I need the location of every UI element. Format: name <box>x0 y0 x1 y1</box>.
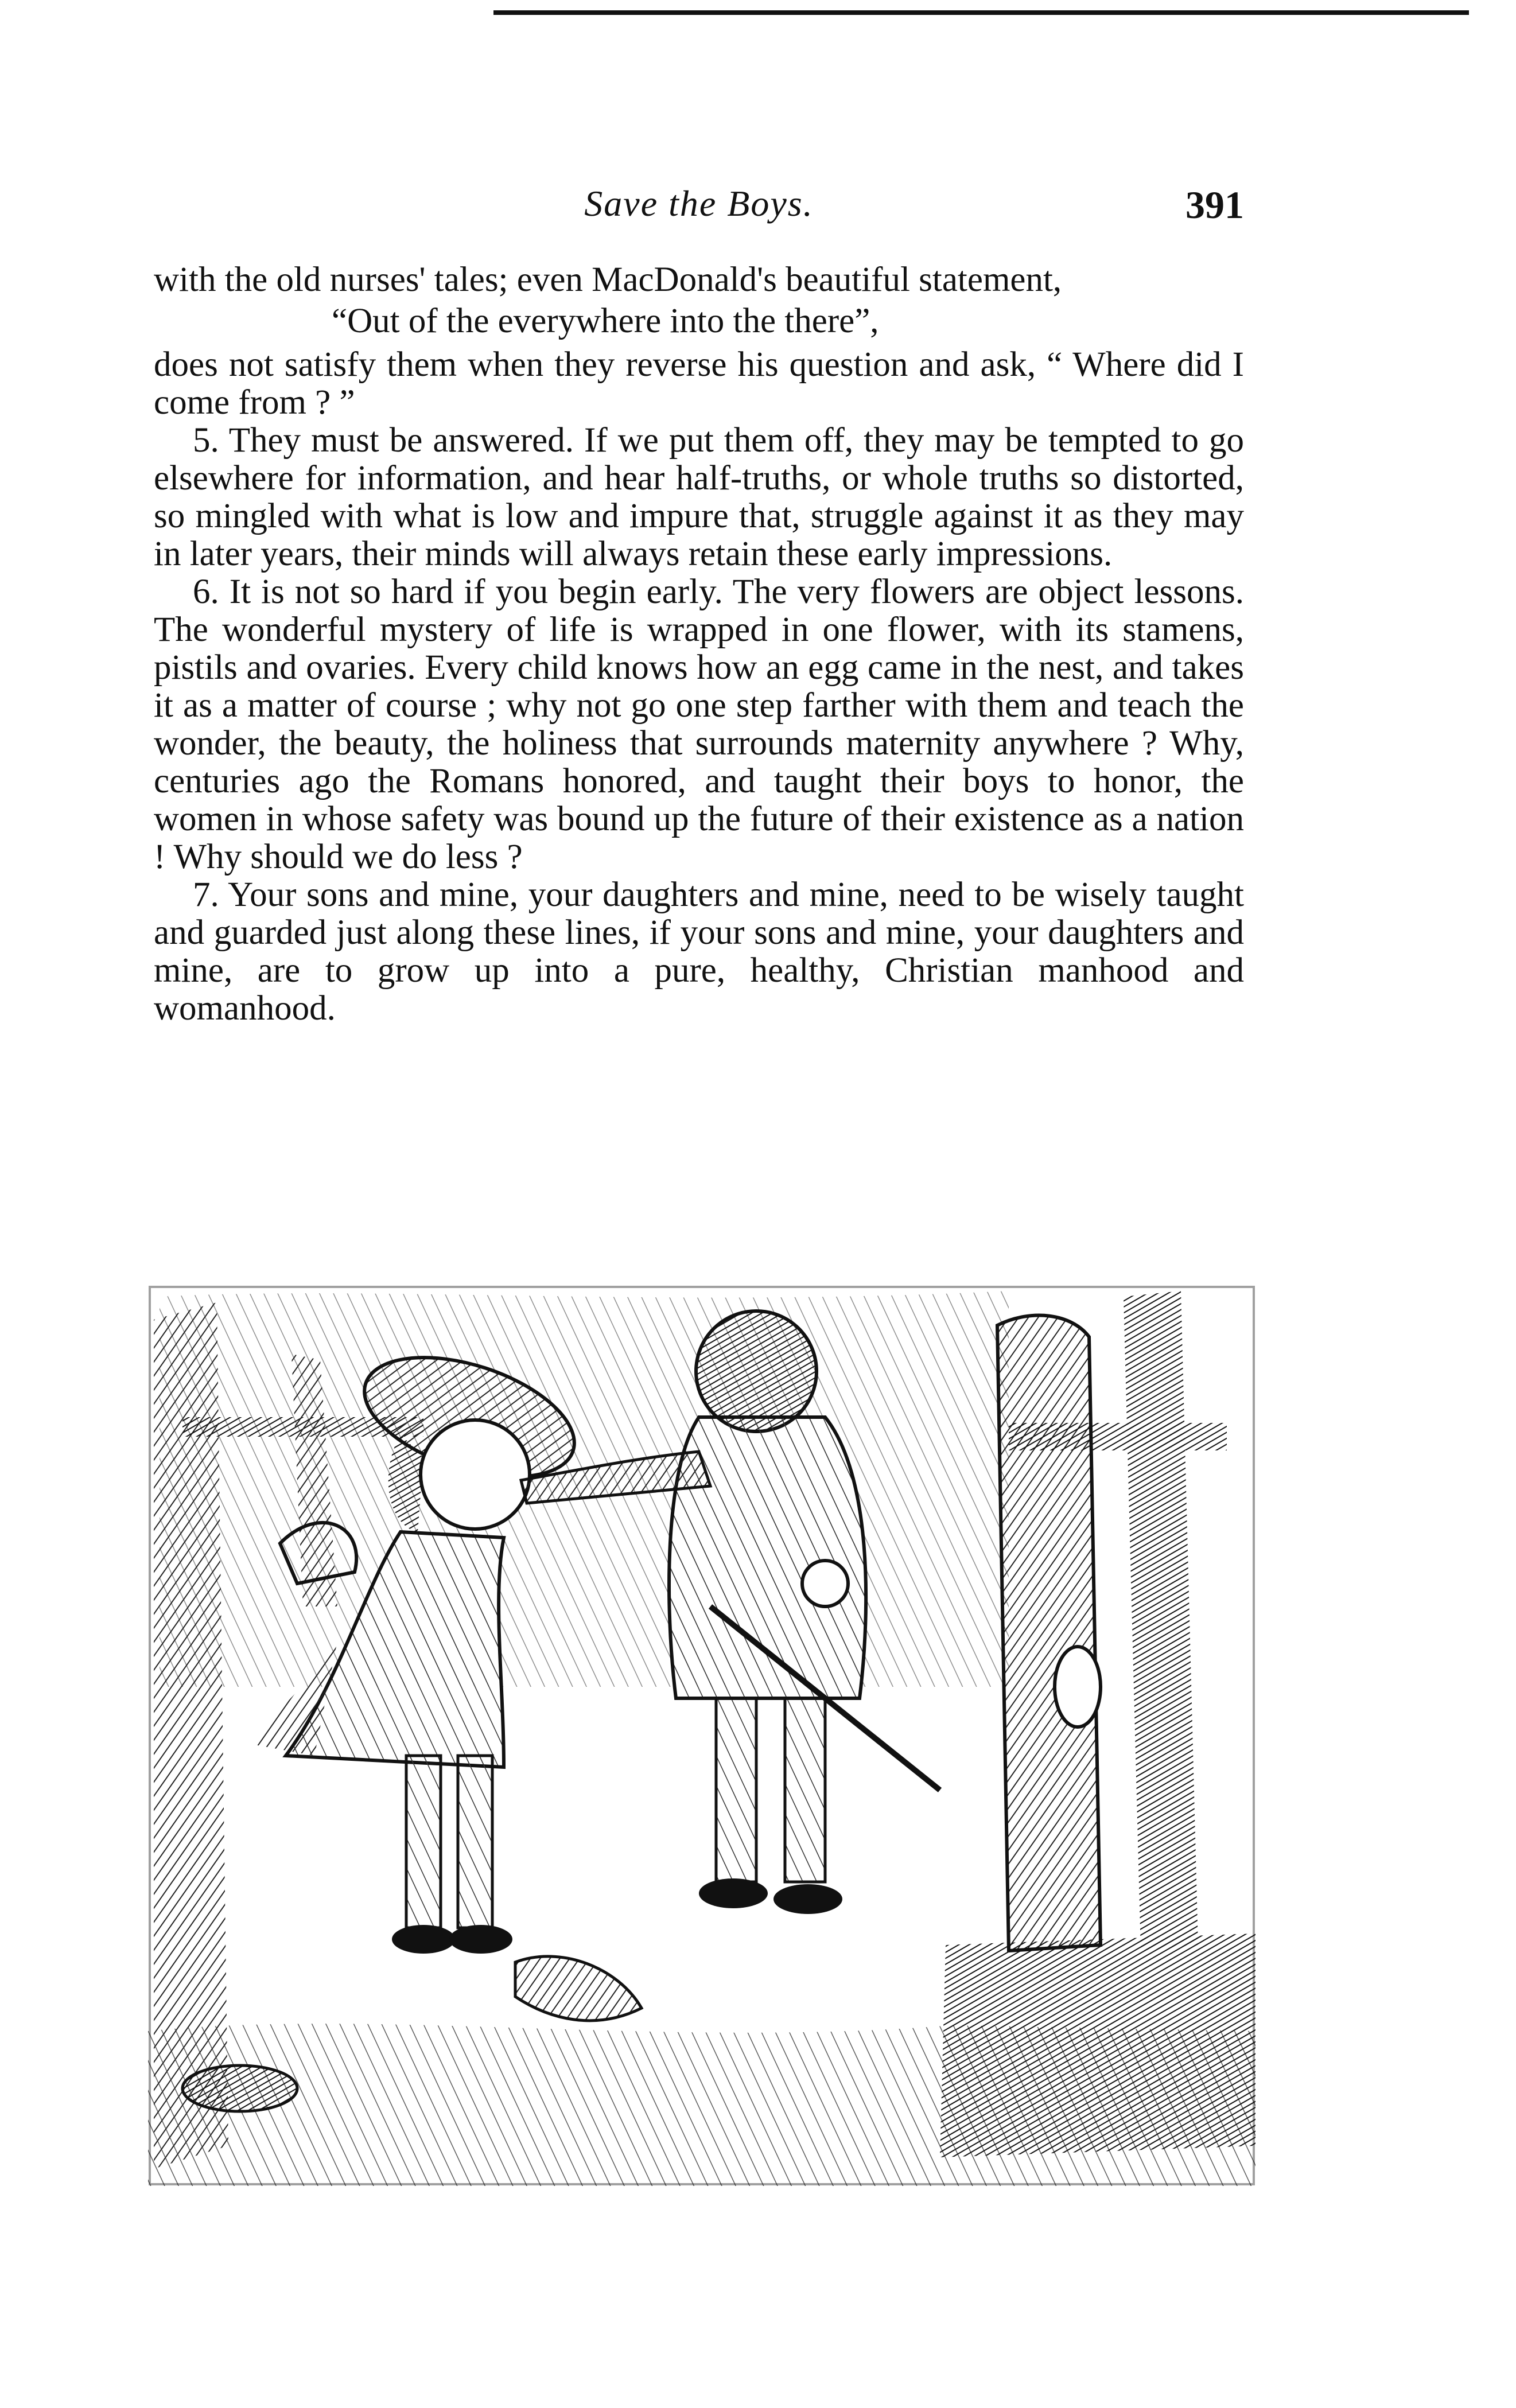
page-number: 391 <box>1185 183 1244 227</box>
overturned-basket <box>182 2065 297 2111</box>
body-text <box>154 261 1244 1028</box>
paragraph-continuation: with the old nurses' tales; even MacDonald's beautiful statement, <box>154 260 1062 299</box>
stone-step <box>940 1934 1255 2157</box>
children-by-fence-engraving <box>148 1285 1255 2186</box>
running-title: Save the Boys. <box>584 183 814 224</box>
paragraph-5: 5. They must be answered. If we put them off, they may be tempted to go elsewhere for information, and hear half-truths, or whole truths so distorted, so mingled with what is low and impure that, struggle against it as they may in later years, their minds will always retain these early impressions. <box>154 421 1244 573</box>
girl-right-shoe <box>449 1925 512 1954</box>
top-rule <box>493 10 1469 15</box>
right-fence-rail <box>1009 1423 1227 1450</box>
page-header <box>154 182 1244 234</box>
right-fence-post <box>997 1316 1101 1951</box>
paragraph-7: 7. Your sons and mine, your daughters and mine, need to be wisely taught and guarded just along these lines, if your sons and mine, your daughters and mine, are to grow up into a pure, healthy, Christian manhood and womanhood. <box>154 876 1244 1028</box>
post-knot <box>1055 1647 1101 1727</box>
paragraph-6: 6. It is not so hard if you begin early. The very flowers are object lessons. The wonderful mystery of life is wrapped in one flower, with its stamens, pistils and ovaries. Every child knows how an egg came in the nest, and takes it as a matter of course ; why not go one step farther with them and teach the wonder, the beauty, the holiness that surrounds maternity anywhere ? Why, centuries ago the Romans honored, and taught their boys to honor, the women in whose safety was bound up the future of their existence as a nation ! Why should we do less ? <box>154 573 1244 876</box>
boy-left-leg <box>716 1698 756 1882</box>
engraving-illustration <box>148 1285 1255 2186</box>
boy-right-leg <box>785 1698 825 1882</box>
paragraph-question: does not satisfy them when they reverse his question and ask, “ Where did I come from ? ” <box>154 345 1244 422</box>
boy-left-shoe <box>699 1878 768 1908</box>
boy-right-shoe <box>773 1884 842 1914</box>
boy-head <box>696 1311 817 1431</box>
girl-left-shoe <box>392 1925 455 1954</box>
boy-horn <box>802 1561 848 1606</box>
girl-head <box>421 1420 530 1529</box>
girl-left-leg <box>406 1756 441 1928</box>
block-quote: “Out of the everywhere into the there”, <box>332 302 879 340</box>
girl-right-leg <box>458 1756 492 1928</box>
